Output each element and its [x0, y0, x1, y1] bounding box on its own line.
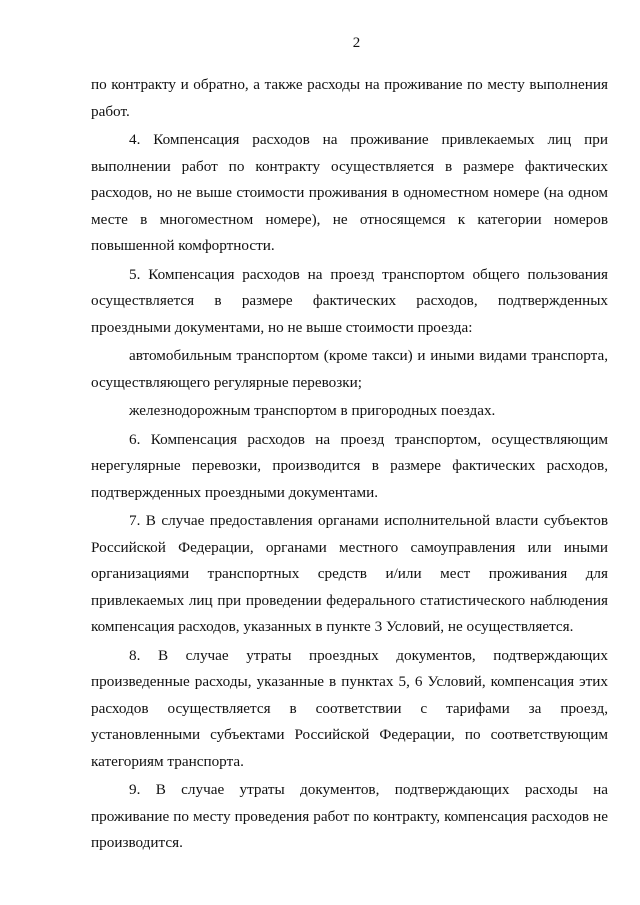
paragraph-item-9: 9. В случае утраты документов, подтверждающих расходы на проживание по месту проведения работ по контракту, компенсация расходов не производится.: [91, 781, 608, 851]
paragraph-item-5: 5. Компенсация расходов на проезд транспортом общего пользования осуществляется в размере фактических расходов, подтвержденных проездными документами, но не выше стоимости проезда:: [91, 265, 608, 336]
paragraph-item-5-road-transport: автомобильным транспортом (кроме такси) и иными видами транспорта, осуществляющего регулярные перевозки;: [91, 347, 608, 391]
paragraph-item-8: 8. В случае утраты проездных документов, подтверждающих произведенные расходы, указанные в пунктах 5, 6 Условий, компенсация этих расходов осуществляется в соответствии с тарифами за проезд, установленными субъектами Российской Федерации, по соответствующим категориям транспорта.: [91, 646, 608, 770]
paragraph-continuation: по контракту и обратно, а также расходы на проживание по месту выполнения работ.: [91, 76, 608, 120]
paragraph-item-7: 7. В случае предоставления органами исполнительной власти субъектов Российской Федерации, органами местного самоуправления или иными организациями транспортных средств и/или мест проживания для привлекаемых лиц при проведении федерального статистического наблюдения компенсация расходов, указанных в пункте 3 Условий, не осуществляется.: [91, 512, 608, 635]
paragraph-item-4: 4. Компенсация расходов на проживание привлекаемых лиц при выполнении работ по контракту осуществляется в размере фактических расходов, но не выше стоимости проживания в одноместном номере (на одном месте в многоместном номере), не относящемся к категории номеров повышенной комфортности.: [91, 131, 608, 254]
paragraph-item-6: 6. Компенсация расходов на проезд транспортом, осуществляющим нерегулярные перевозки, производится в размере фактических расходов, подтвержденных проездными документами.: [91, 430, 608, 501]
paragraph-item-5-rail-transport: железнодорожным транспортом в пригородных поездах.: [129, 402, 496, 419]
page-number: 2: [352, 35, 361, 51]
